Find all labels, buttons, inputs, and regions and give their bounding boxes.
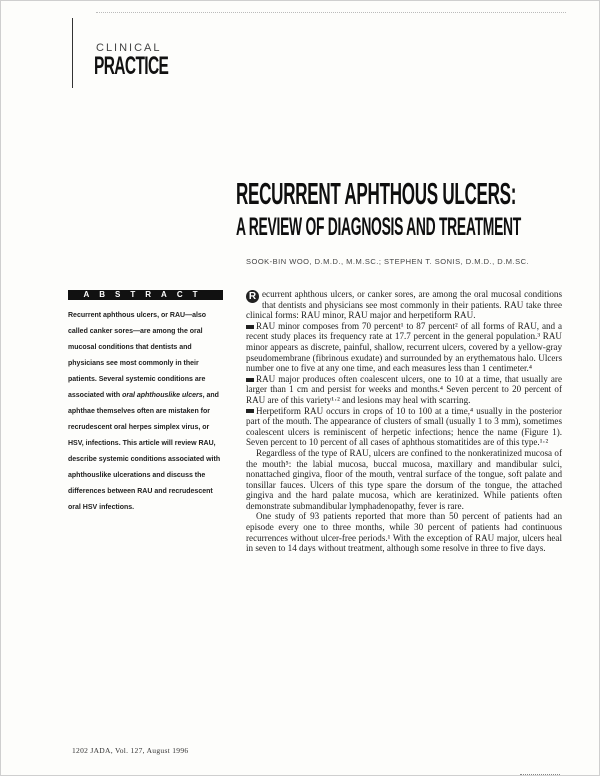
article-title-line1: RECURRENT APHTHOUS ULCERS: bbox=[236, 176, 517, 211]
section-label-clinical: CLINICAL bbox=[96, 42, 162, 54]
paragraph-rau-minor-text: RAU minor composes from 70 percent¹ to 87 percent² of all forms of RAU, and a recent study places its frequency rate at 17.7 percent in the general population.³ RAU minor appears as discrete, painful, shallow, recurrent ulcers, covered by a yellow-gray pseudomembrane (fibrinous exudate) and surrounded by an erythematous halo. Ulcers number one to five at any one time, and each measures less than 1 centimeter.⁴ bbox=[246, 320, 562, 374]
paragraph-study: One study of 93 patients reported that more than 50 percent of patients had an episode every one to three months, while 30 percent of patients had continuous recurrences without ulcer-free periods.¹ With the exception of RAU major, ulcers heal in seven to 14 days without treatment, although some resolve in three to five days. bbox=[246, 511, 562, 554]
abstract-text-part1: Recurrent aphthous ulcers, or RAU—also called canker sores—are among the oral mucosal conditions that dentists and physicians see most commonly in their patients. Several systemic conditions are associated with bbox=[68, 312, 207, 399]
paragraph-intro bbox=[246, 289, 562, 321]
paragraph-rau-major bbox=[246, 374, 562, 406]
page-footer: 1202 JADA, Vol. 127, August 1996 bbox=[72, 746, 189, 755]
bullet-icon bbox=[246, 325, 254, 329]
article-body bbox=[246, 289, 562, 554]
abstract-text bbox=[68, 308, 225, 516]
paragraph-rau-major-text: RAU major produces often coalescent ulcers, one to 10 at a time, that usually are larger than 1 cm and persist for weeks and months.⁴ Seven percent to 20 percent of RAU are of this variety¹·² and lesions may heal with scarring. bbox=[246, 373, 562, 405]
abstract-heading: ABSTRACT bbox=[68, 290, 223, 300]
authors: SOOK-BIN WOO, D.M.D., M.M.SC.; STEPHEN T. SONIS, D.M.D., D.M.SC. bbox=[246, 257, 530, 266]
dropcap: R bbox=[246, 290, 259, 303]
abstract-text-part2: , and aphthae themselves often are mistaken for recrudescent oral herpes simplex virus, or HSV, infections. This article will review RAU, describe systemic conditions associated with aphthouslike ulcerations and discuss the differences between RAU and recrudescent oral HSV infections. bbox=[68, 392, 221, 511]
bullet-icon bbox=[246, 378, 254, 382]
article-title-line2: A REVIEW OF DIAGNOSIS AND TREATMENT bbox=[236, 213, 522, 241]
paragraph-herpetiform-text: Herpetiform RAU occurs in crops of 10 to 100 at a time,⁴ usually in the posterior part of the mouth. The appearance of clusters of small (usually 1 to 3 mm), sometimes coalescent ulcers is reminiscent of herpetic infections; hence the name (Figure 1). Seven percent to 10 percent of all cases of aphthous stomatitides are of this type.¹·² bbox=[246, 405, 562, 448]
paragraph-herpetiform bbox=[246, 406, 562, 448]
paragraph-location: Regardless of the type of RAU, ulcers are confined to the nonkeratinized mucosa of the mouth⁵: the labial mucosa, buccal mucosa, maxillary and mandibular sulci, nonattached gingiva, floor of the mouth, ventral surface of the tongue, soft palate and tonsillar fauces. Ulcers of this type spare the dorsum of the tongue, the attached gingiva and the hard palate mucosa, which are keratinized. While patients often demonstrate submandibular lymphadenopathy, fever is rare. bbox=[246, 447, 562, 511]
paragraph-rau-minor bbox=[246, 321, 562, 374]
section-rule bbox=[72, 18, 73, 88]
abstract-text-emphasis: oral aphthouslike ulcers bbox=[122, 392, 203, 399]
top-rule bbox=[96, 12, 566, 13]
bullet-icon bbox=[246, 409, 254, 413]
paragraph-intro-text: ecurrent aphthous ulcers, or canker sores, are among the oral mucosal conditions that dentists and physicians see most commonly in their patients. RAU take three clinical forms: RAU minor, RAU major and herpetiform RAU. bbox=[246, 289, 562, 321]
section-label-practice: PRACTICE bbox=[94, 52, 169, 80]
